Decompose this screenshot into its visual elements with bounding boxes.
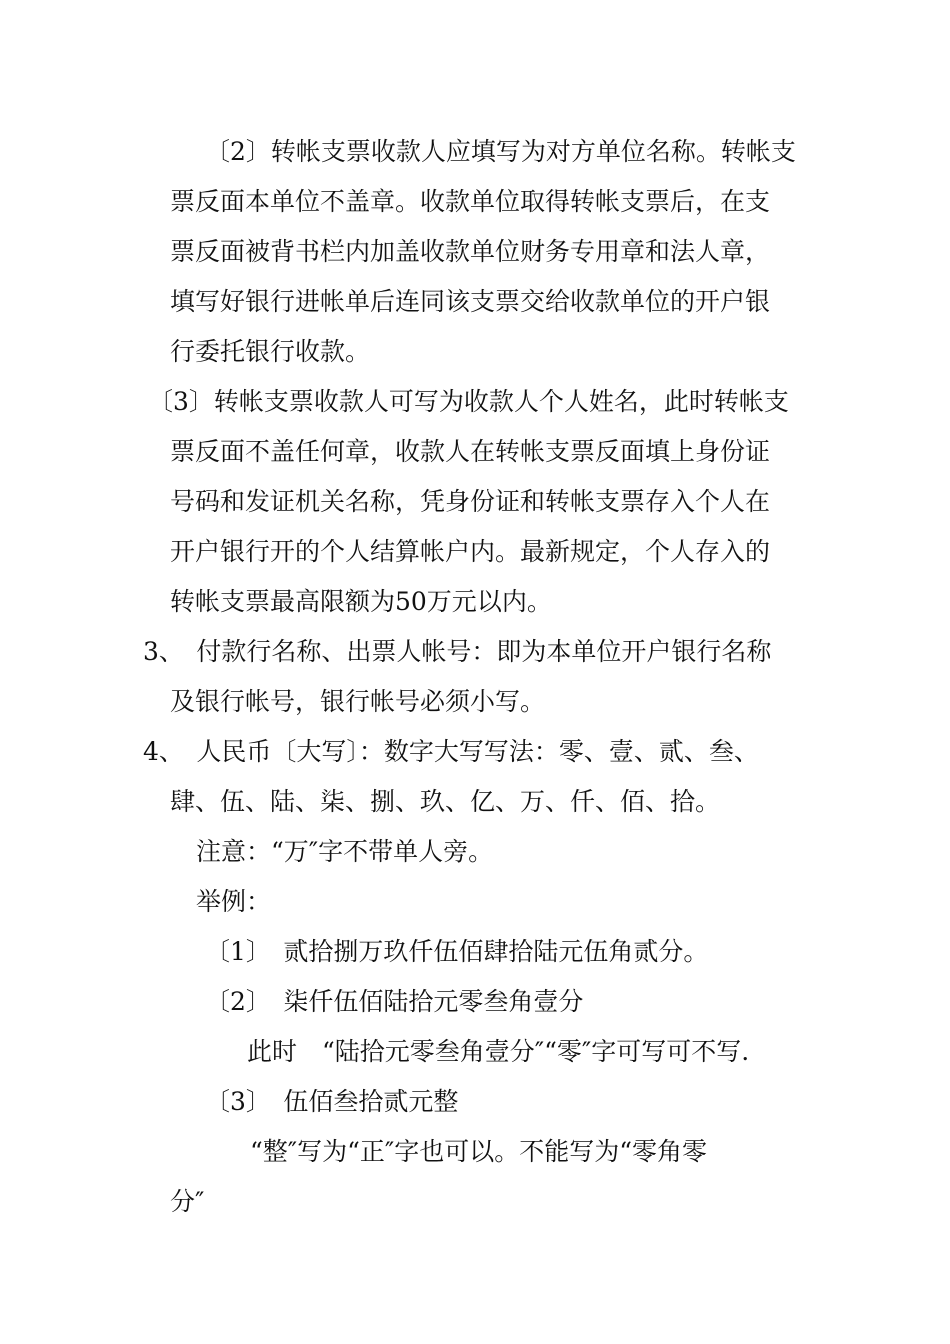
list-item-4: 4、 人民币〔大写〕：数字大写写法：零、壹、贰、叁、 xyxy=(143,737,759,766)
text-line: 肆、伍、陆、柒、捌、玖、亿、万、仟、佰、拾。 xyxy=(170,787,721,816)
list-item-3: 3、 付款行名称、出票人帐号：即为本单位开户银行名称 xyxy=(143,637,772,666)
text-line: “整″写为“正″字也可以。不能写为“零角零 xyxy=(250,1137,708,1166)
example-2: 〔2〕 柒仟伍佰陆拾元零叁角壹分 xyxy=(205,987,584,1016)
example-heading: 举例： xyxy=(196,887,272,916)
text-line: 行委托银行收款。 xyxy=(170,337,371,366)
text-line: 票反面不盖任何章，收款人在转帐支票反面填上身份证 xyxy=(170,437,771,466)
note-line: 注意：“万″字不带单人旁。 xyxy=(196,837,494,866)
text-line: 填写好银行进帐单后连同该支票交给收款单位的开户银 xyxy=(170,287,771,316)
text-line: 此时 “陆拾元零叁角壹分″“零″字可写可不写. xyxy=(247,1037,750,1066)
text-line: 号码和发证机关名称，凭身份证和转帐支票存入个人在 xyxy=(170,487,771,516)
text-line: 转帐支票最高限额为50万元以内。 xyxy=(170,587,552,616)
text-line: 票反面被背书栏内加盖收款单位财务专用章和法人章， xyxy=(170,237,771,266)
text-line: 开户银行开的个人结算帐户内。最新规定，个人存入的 xyxy=(170,537,771,566)
text-line: 票反面本单位不盖章。收款单位取得转帐支票后，在支 xyxy=(170,187,771,216)
example-1: 〔1〕 贰拾捌万玖仟伍佰肆拾陆元伍角贰分。 xyxy=(205,937,709,966)
text-line: 分″ xyxy=(170,1187,205,1216)
text-line: 〔3〕转帐支票收款人可写为收款人个人姓名，此时转帐支 xyxy=(148,387,789,416)
example-3: 〔3〕 伍佰叁拾贰元整 xyxy=(205,1087,459,1116)
text-line: 及银行帐号，银行帐号必须小写。 xyxy=(170,687,546,716)
text-line: 〔2〕转帐支票收款人应填写为对方单位名称。转帐支 xyxy=(205,137,796,166)
